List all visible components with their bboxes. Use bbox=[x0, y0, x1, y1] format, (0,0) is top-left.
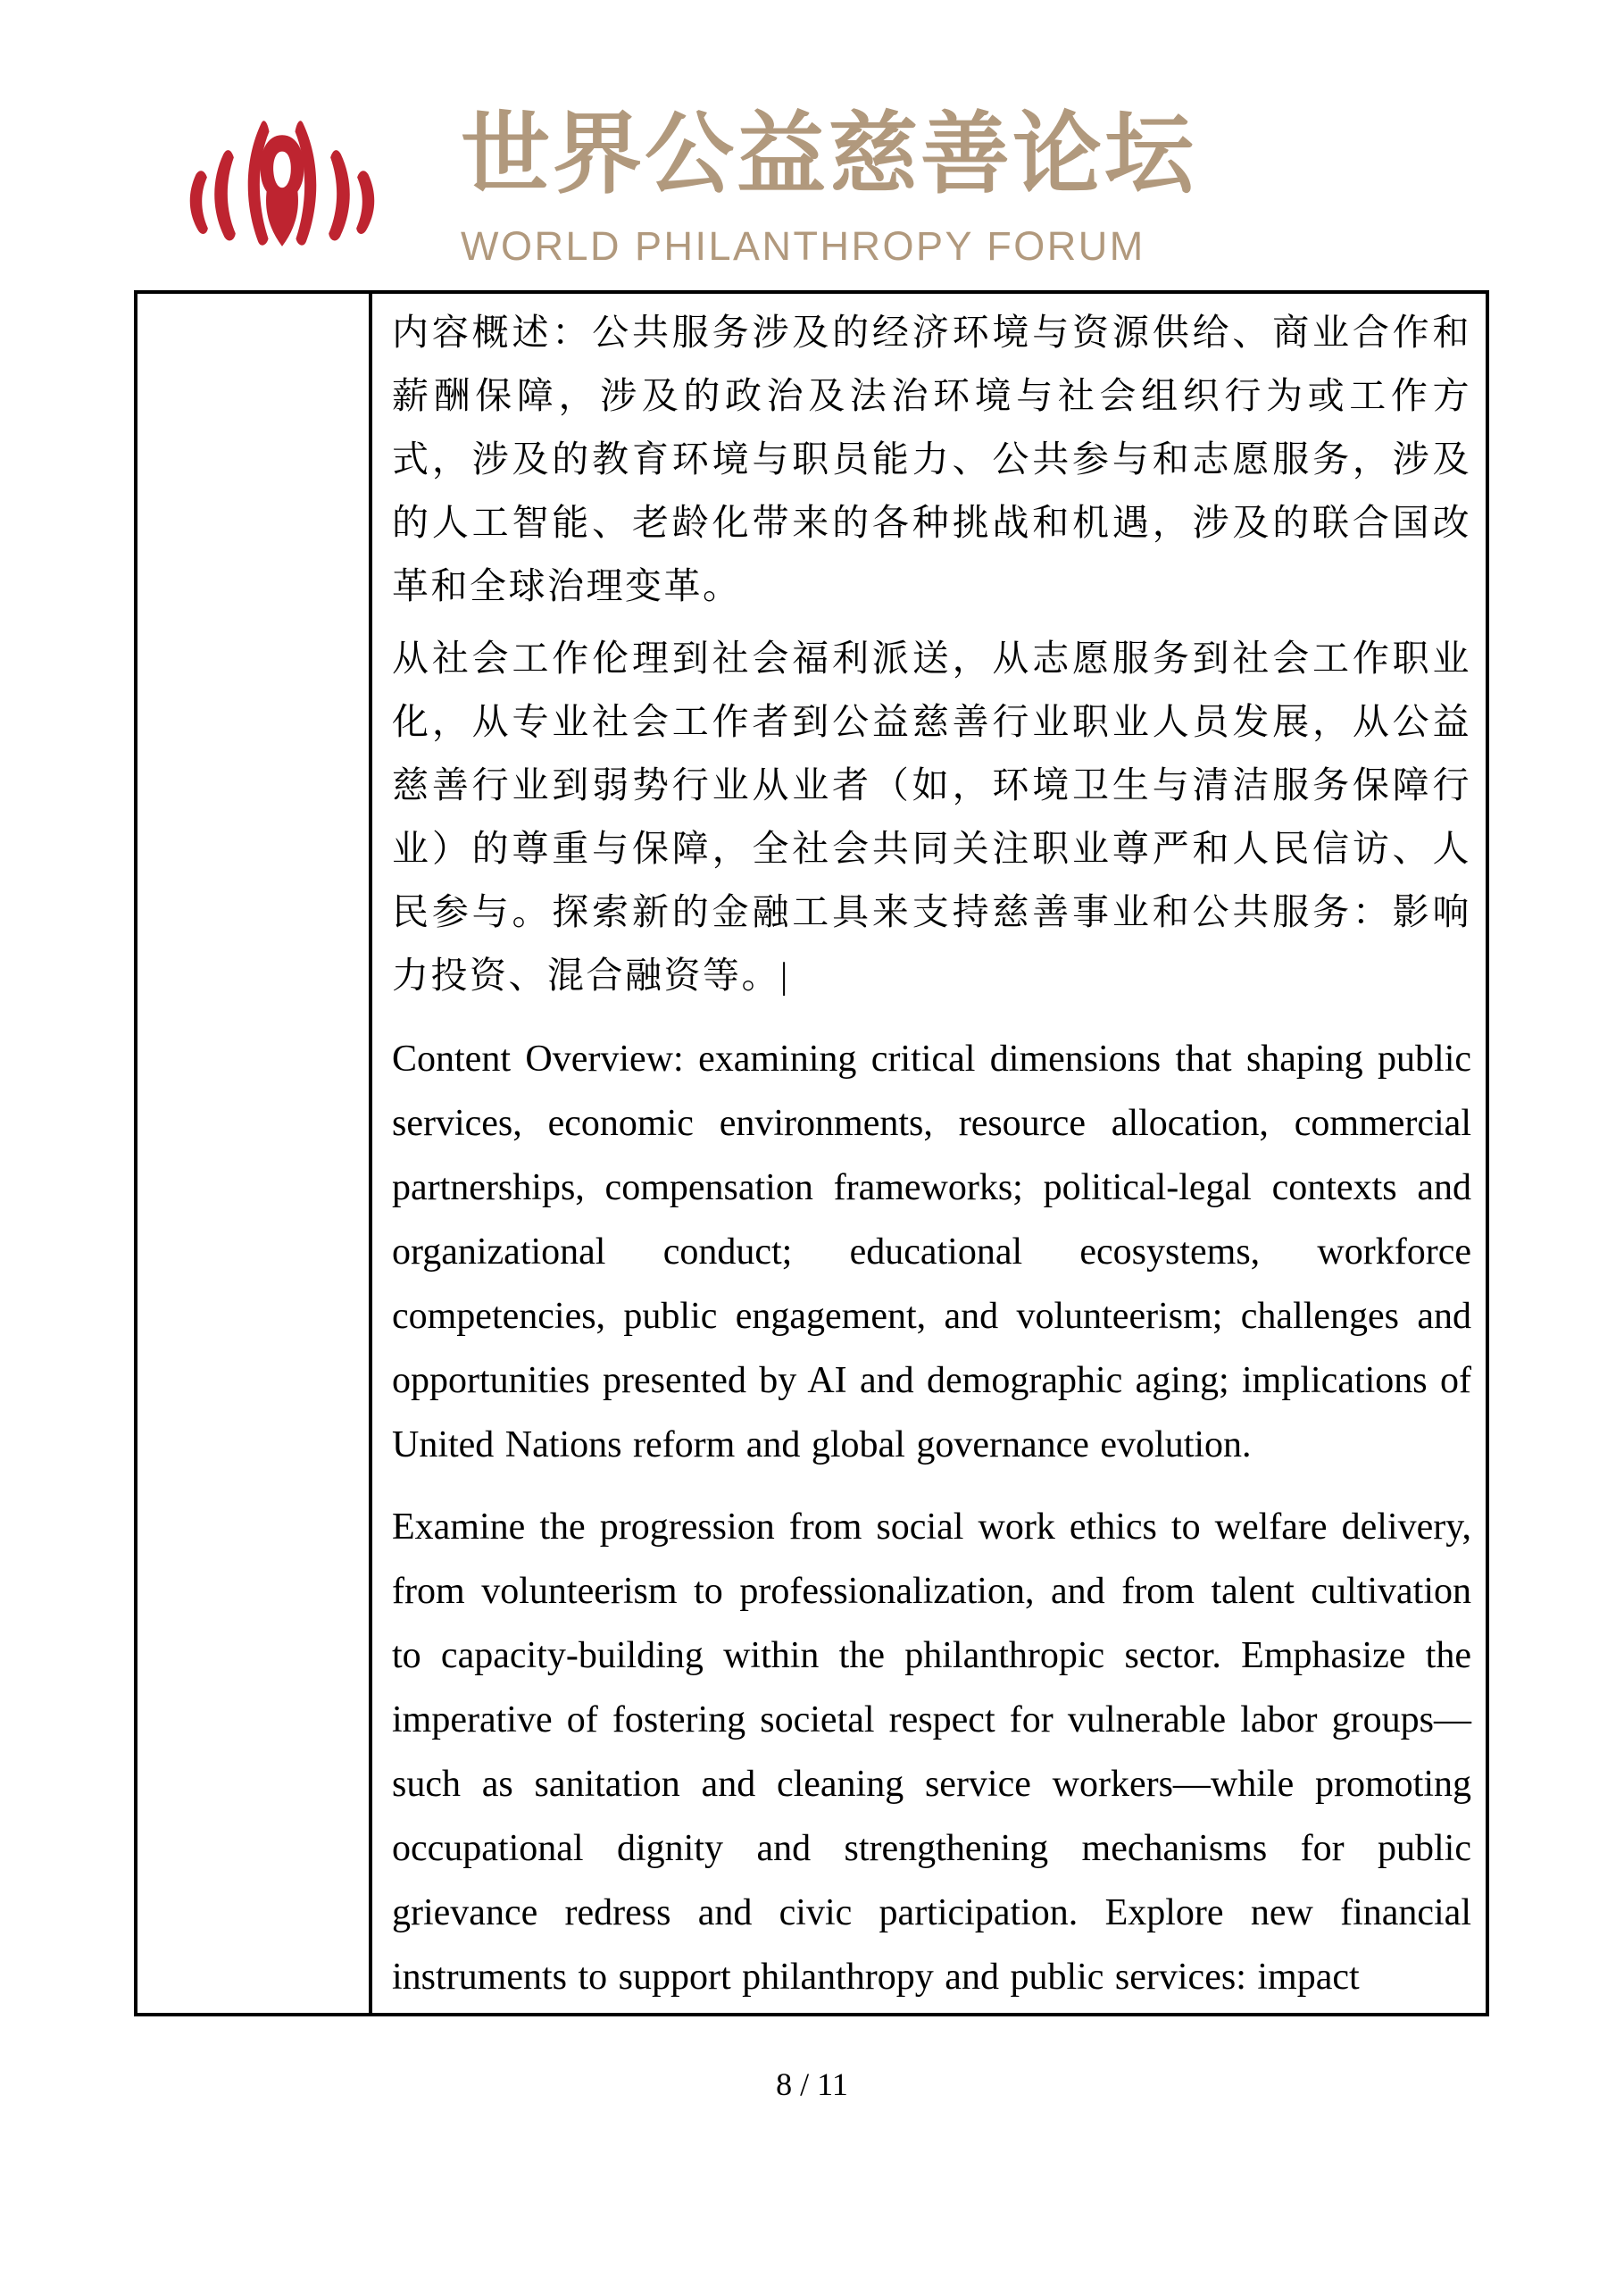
en-content-overview-paragraph: Content Overview: examining critical dimensions that shaping public services, economic environments, resource allocation, commercial partnerships, compensation frameworks; political-legal contexts and organizational conduct; educational ecosystems, workforce competencies, public engagement, and volunteerism; challenges and opportunities presented by AI and demographic aging; implications of United Nations reform and global governance evolution. bbox=[392, 1039, 1471, 1465]
logo-calligraphy-text: 世界公益慈善论坛 bbox=[461, 101, 1196, 206]
logo-text-block bbox=[461, 101, 1196, 269]
content-table bbox=[134, 290, 1489, 2016]
table-cell-content[interactable] bbox=[372, 294, 1486, 2013]
logo-wordmark: WORLD PHILANTHROPY FORUM bbox=[461, 223, 1145, 269]
zh-content-overview-paragraph: 内容概述：公共服务涉及的经济环境与资源供给、商业合作和薪酬保障，涉及的政治及法治环境与社会组织行为或工作方式，涉及的教育环境与职员能力、公共参与和志愿服务，涉及的人工智能、老龄化带来的各种挑战和机遇，涉及的联合国改革和全球治理变革。 bbox=[392, 312, 1471, 606]
en-examine-progression-paragraph: Examine the progression from social work ethics to welfare delivery, from volunteerism to professionalization, and from talent cultivation to capacity-building within the philanthropic sector. Emphasize the imperative of fostering societal respect for vulnerable labor groups—such as sanitation and cleaning service workers—while promoting occupational dignity and strengthening mechanisms for public grievance redress and civic participation. Explore new financial instruments to support philanthropy and public services: impact bbox=[392, 1507, 1471, 1998]
wpf-lotus-w-logo-icon bbox=[179, 104, 386, 255]
zh-social-work-paragraph: 从社会工作伦理到社会福利派送，从志愿服务到社会工作职业化，从专业社会工作者到公益慈善行业职业人员发展，从公益慈善行业到弱势行业从业者（如，环境卫生与清洁服务保障行业）的尊重与保障，全社会共同关注职业尊严和人民信访、人民参与。探索新的金融工具来支持慈善事业和公共服务：影响力投资、混合融资等。| bbox=[392, 638, 1471, 996]
table-cell-left[interactable] bbox=[137, 294, 372, 2013]
page-footer bbox=[0, 2066, 1624, 2102]
logo-header bbox=[179, 101, 1196, 269]
page-number: 8 / 11 bbox=[776, 2066, 848, 2102]
